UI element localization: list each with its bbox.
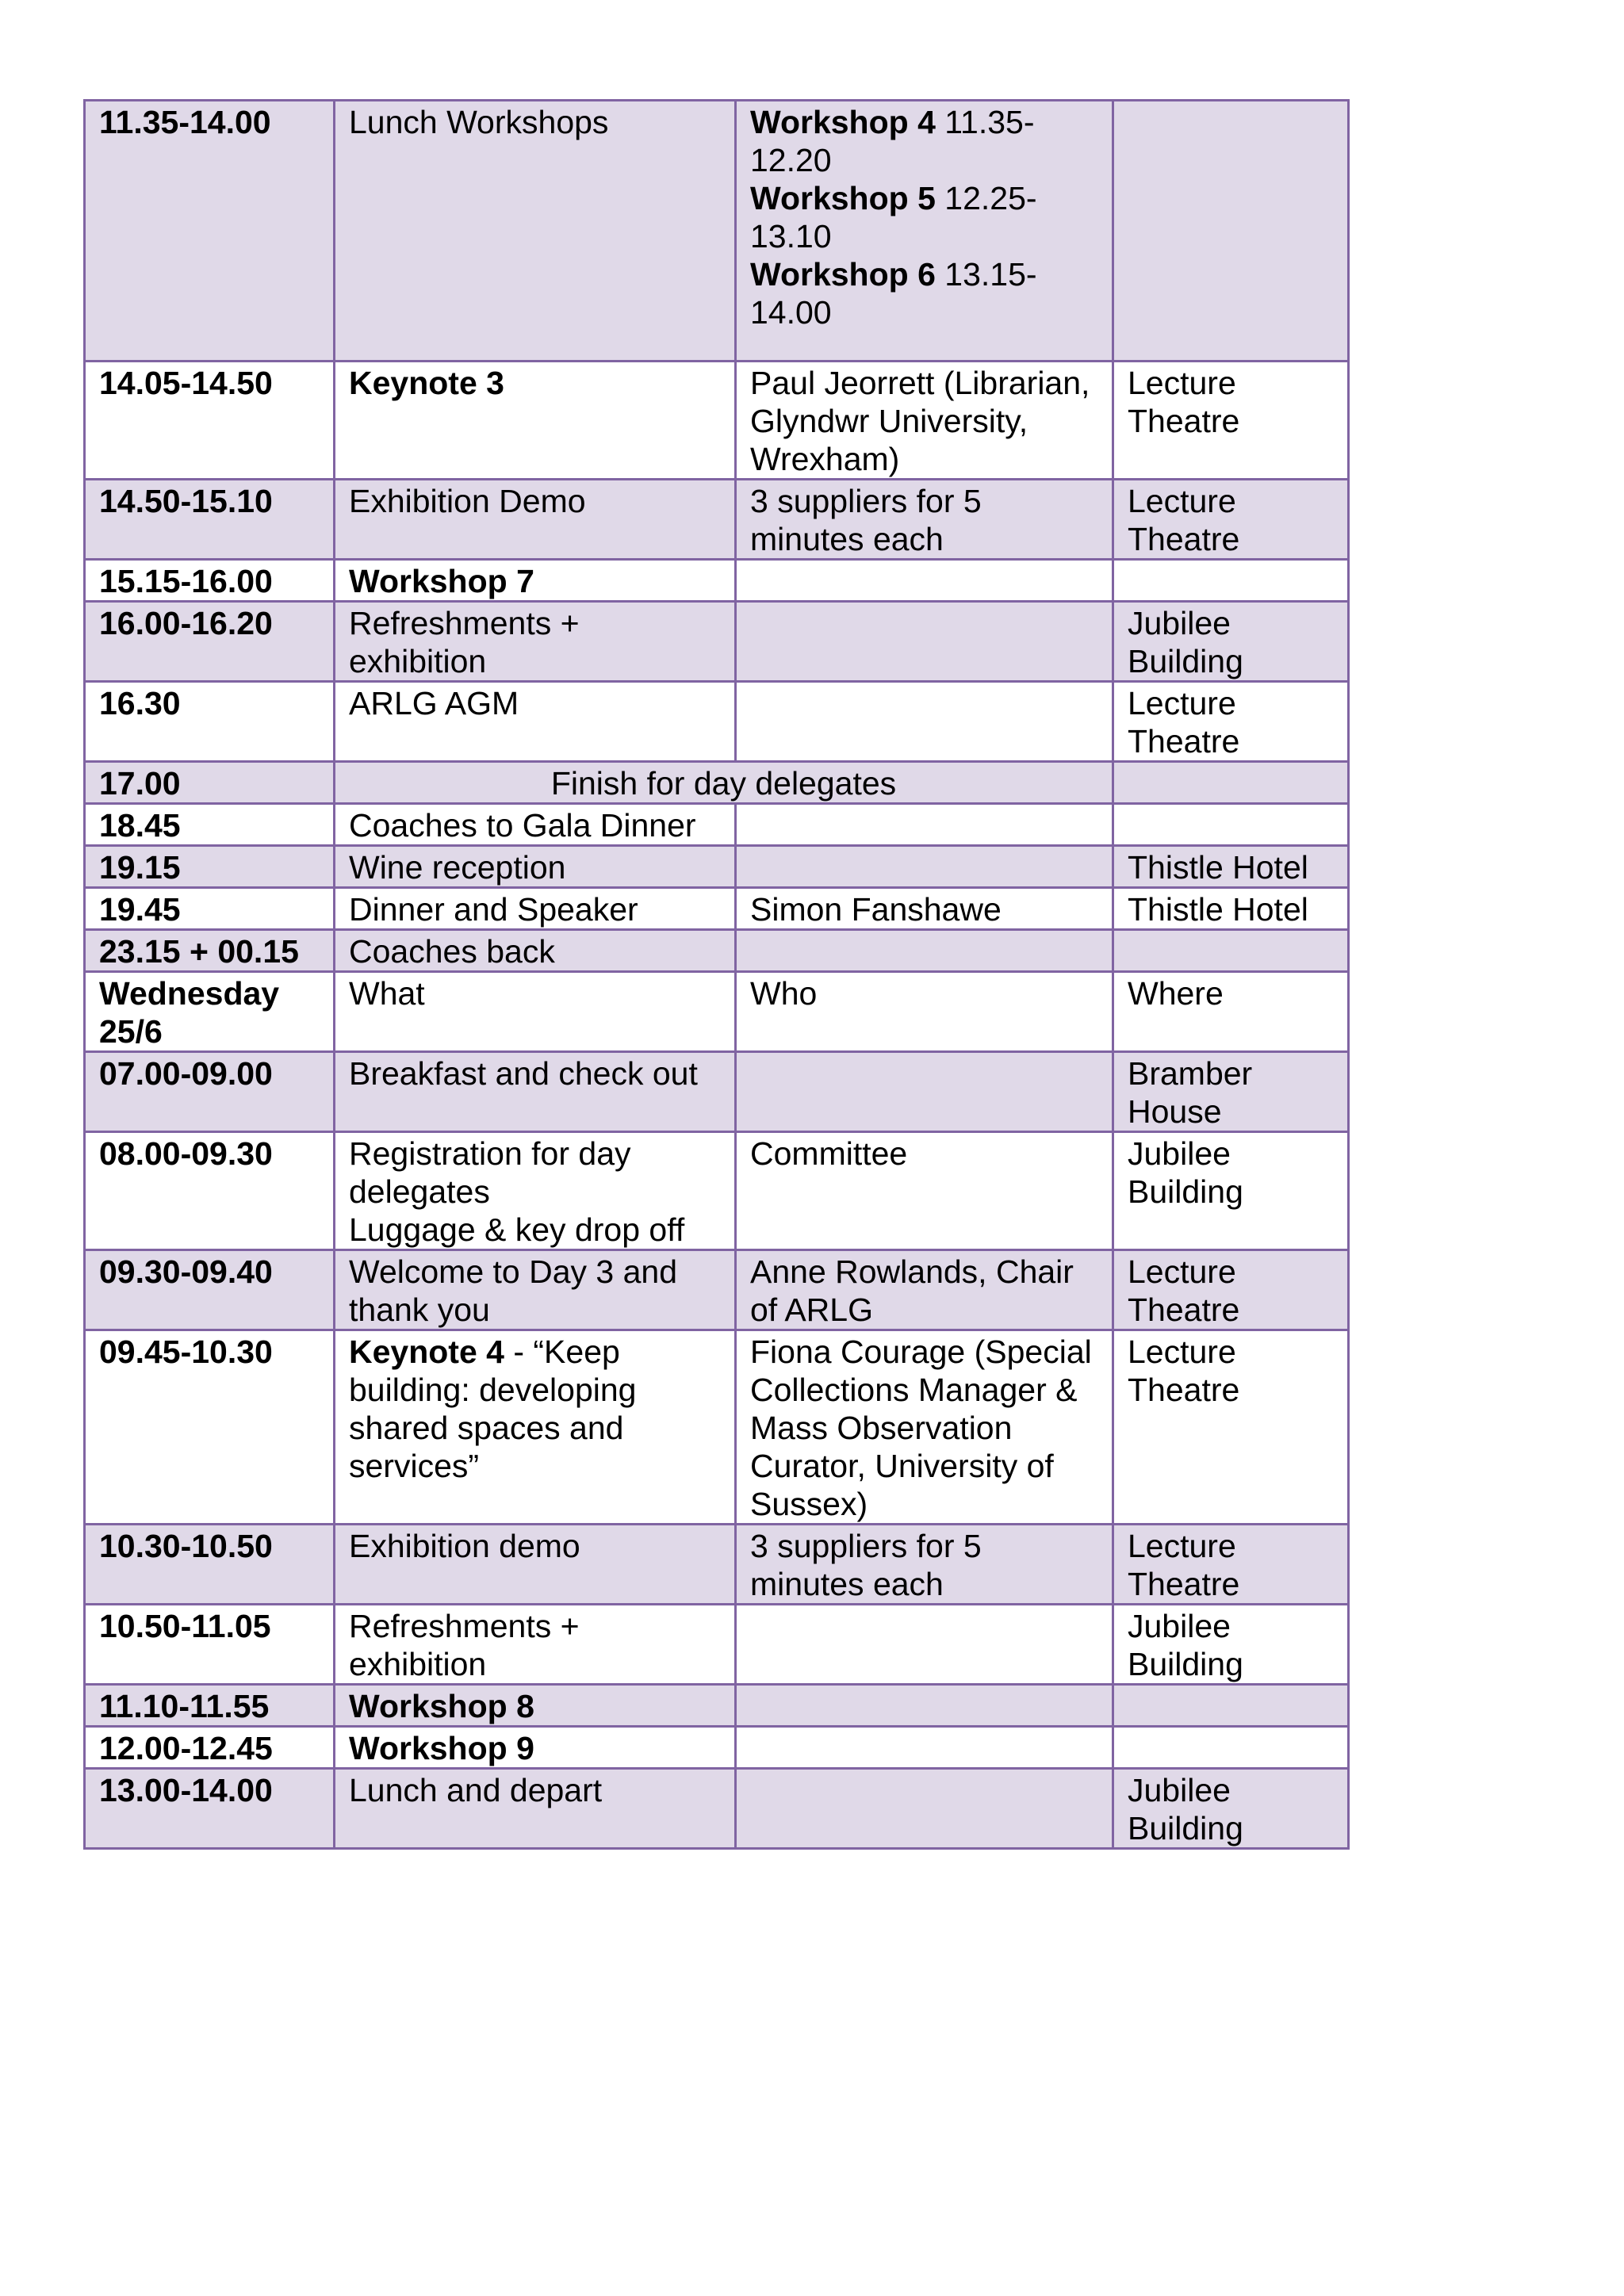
workshop-name: Workshop 5 [750, 180, 936, 216]
what-text: Exhibition demo [349, 1528, 580, 1564]
what-text: Refreshments + exhibition [349, 605, 580, 679]
schedule-row [85, 762, 1349, 804]
schedule-row [85, 888, 1349, 930]
what-title: Workshop 9 [349, 1730, 534, 1766]
what-title: Keynote 3 [349, 365, 504, 401]
where-cell [1113, 930, 1349, 972]
what-cell [335, 1250, 736, 1330]
what-text: ARLG AGM [349, 685, 519, 721]
what-text: Lunch Workshops [349, 104, 609, 140]
time-cell: 07.00-09.00 [85, 1052, 335, 1132]
who-cell: Fiona Courage (Special Collections Manager & Mass Observation Curator, University of Sussex) [736, 1330, 1113, 1525]
what-cell [335, 972, 736, 1052]
time-cell: 14.50-15.10 [85, 480, 335, 560]
time-cell: 10.50-11.05 [85, 1605, 335, 1685]
where-cell: Lecture Theatre [1113, 682, 1349, 762]
schedule-row [85, 602, 1349, 682]
where-cell: Thistle Hotel [1113, 888, 1349, 930]
schedule-row [85, 1685, 1349, 1727]
who-cell [736, 101, 1113, 362]
who-cell [736, 1769, 1113, 1849]
what-cell [335, 888, 736, 930]
time-cell: 12.00-12.45 [85, 1727, 335, 1769]
schedule-row [85, 1605, 1349, 1685]
what-text: Welcome to Day 3 and thank you [349, 1253, 678, 1328]
what-cell [335, 1769, 736, 1849]
who-cell [736, 560, 1113, 602]
where-cell: Thistle Hotel [1113, 846, 1349, 888]
schedule-row [85, 362, 1349, 480]
time-cell: 14.05-14.50 [85, 362, 335, 480]
who-cell [736, 602, 1113, 682]
what-cell [335, 101, 736, 362]
what-text: Exhibition Demo [349, 483, 586, 519]
where-cell [1113, 560, 1349, 602]
who-cell: Committee [736, 1132, 1113, 1250]
who-cell [736, 1727, 1113, 1769]
where-cell: Lecture Theatre [1113, 480, 1349, 560]
schedule-body [85, 101, 1349, 1849]
workshop-line [750, 103, 1098, 179]
where-cell [1113, 101, 1349, 362]
what-text: What [349, 975, 425, 1012]
schedule-table [83, 99, 1350, 1850]
what-cell [335, 1330, 736, 1525]
schedule-row [85, 1052, 1349, 1132]
where-cell: Jubilee Building [1113, 1132, 1349, 1250]
where-cell: Lecture Theatre [1113, 1330, 1349, 1525]
who-cell: 3 suppliers for 5 minutes each [736, 480, 1113, 560]
who-cell [736, 930, 1113, 972]
time-cell: 16.30 [85, 682, 335, 762]
who-cell: Paul Jeorrett (Librarian, Glyndwr University, Wrexham) [736, 362, 1113, 480]
schedule-row [85, 101, 1349, 362]
who-cell [736, 846, 1113, 888]
what-cell [335, 480, 736, 560]
workshop-time: 11.35-12.20 [750, 104, 1035, 178]
what-cell [335, 1727, 736, 1769]
where-cell: Lecture Theatre [1113, 362, 1349, 480]
who-cell [736, 682, 1113, 762]
what-cell [335, 560, 736, 602]
what-cell [335, 362, 736, 480]
time-cell: 09.45-10.30 [85, 1330, 335, 1525]
schedule-row [85, 1525, 1349, 1605]
who-cell: Who [736, 972, 1113, 1052]
what-cell [335, 930, 736, 972]
schedule-row [85, 972, 1349, 1052]
where-cell: Lecture Theatre [1113, 1250, 1349, 1330]
time-cell: Wednesday 25/6 [85, 972, 335, 1052]
who-cell [736, 1685, 1113, 1727]
where-cell [1113, 762, 1349, 804]
time-cell: 19.15 [85, 846, 335, 888]
time-cell: 18.45 [85, 804, 335, 846]
what-cell [335, 1052, 736, 1132]
what-title: Workshop 7 [349, 563, 534, 599]
where-cell: Where [1113, 972, 1349, 1052]
schedule-row [85, 1330, 1349, 1525]
schedule-row [85, 480, 1349, 560]
what-line: Registration for day delegates [349, 1135, 631, 1210]
where-cell: Bramber House [1113, 1052, 1349, 1132]
workshop-name: Workshop 6 [750, 256, 936, 293]
time-cell: 17.00 [85, 762, 335, 804]
what-text: Breakfast and check out [349, 1055, 698, 1092]
what-cell [335, 682, 736, 762]
what-cell [335, 1132, 736, 1250]
who-cell: Anne Rowlands, Chair of ARLG [736, 1250, 1113, 1330]
time-cell: 19.45 [85, 888, 335, 930]
time-cell: 15.15-16.00 [85, 560, 335, 602]
what-cell [335, 1525, 736, 1605]
where-cell: Jubilee Building [1113, 602, 1349, 682]
time-cell: 11.10-11.55 [85, 1685, 335, 1727]
time-cell: 16.00-16.20 [85, 602, 335, 682]
what-title: Workshop 8 [349, 1688, 534, 1724]
what-text: Coaches to Gala Dinner [349, 807, 696, 844]
what-cell [335, 1685, 736, 1727]
what-cell [335, 602, 736, 682]
workshop-line [750, 255, 1098, 331]
where-cell: Lecture Theatre [1113, 1525, 1349, 1605]
schedule-row [85, 846, 1349, 888]
who-cell: Simon Fanshawe [736, 888, 1113, 930]
where-cell [1113, 1685, 1349, 1727]
what-text: Lunch and depart [349, 1772, 603, 1808]
what-text: Dinner and Speaker [349, 891, 638, 928]
what-cell [335, 804, 736, 846]
time-cell: 09.30-09.40 [85, 1250, 335, 1330]
what-title: Keynote 4 [349, 1334, 504, 1370]
workshop-time: 12.25-13.10 [750, 180, 1037, 254]
where-cell: Jubilee Building [1113, 1605, 1349, 1685]
where-cell [1113, 1727, 1349, 1769]
what-text: - “Keep building: developing shared spaces and services” [349, 1334, 637, 1484]
who-cell: 3 suppliers for 5 minutes each [736, 1525, 1113, 1605]
time-cell: 08.00-09.30 [85, 1132, 335, 1250]
who-cell [736, 1052, 1113, 1132]
what-text: Coaches back [349, 933, 555, 970]
who-cell [736, 1605, 1113, 1685]
schedule-row [85, 1727, 1349, 1769]
time-cell: 23.15 + 00.15 [85, 930, 335, 972]
time-cell: 13.00-14.00 [85, 1769, 335, 1849]
schedule-row [85, 1132, 1349, 1250]
where-cell [1113, 804, 1349, 846]
what-line: Luggage & key drop off [349, 1211, 685, 1248]
who-cell [736, 804, 1113, 846]
schedule-row [85, 930, 1349, 972]
schedule-row [85, 1250, 1349, 1330]
workshop-time: 13.15-14.00 [750, 256, 1037, 331]
merged-event-cell: Finish for day delegates [335, 762, 1113, 804]
time-cell: 11.35-14.00 [85, 101, 335, 362]
time-cell: 10.30-10.50 [85, 1525, 335, 1605]
what-cell [335, 846, 736, 888]
workshop-line [750, 179, 1098, 255]
schedule-row [85, 682, 1349, 762]
what-cell [335, 1605, 736, 1685]
schedule-row [85, 560, 1349, 602]
schedule-row [85, 1769, 1349, 1849]
what-text: Wine reception [349, 849, 566, 886]
workshop-name: Workshop 4 [750, 104, 936, 140]
where-cell: Jubilee Building [1113, 1769, 1349, 1849]
what-text: Refreshments + exhibition [349, 1608, 580, 1682]
schedule-row [85, 804, 1349, 846]
